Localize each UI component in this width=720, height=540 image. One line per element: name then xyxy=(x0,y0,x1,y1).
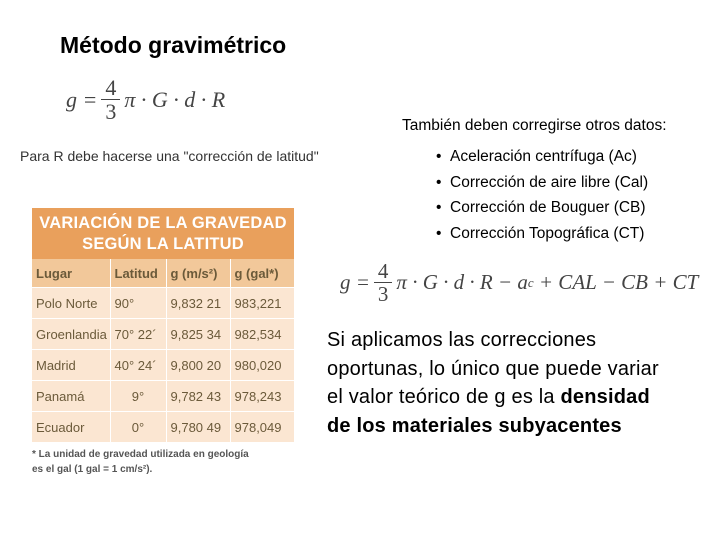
table-row: Groenlandia 70° 22´ 9,825 34 982,534 xyxy=(32,319,294,350)
bullet-icon: • xyxy=(436,199,442,216)
slide-title: Método gravimétrico xyxy=(60,32,287,58)
table-row: Ecuador 0° 9,780 49 978,049 xyxy=(32,412,294,443)
corrections-list xyxy=(436,144,648,246)
latitude-correction-note: Para R debe hacerse una "corrección de latitud" xyxy=(20,148,319,164)
bullet-icon: • xyxy=(436,224,442,242)
formula-fraction xyxy=(374,260,393,305)
bullet-icon: • xyxy=(436,148,442,165)
formula-subscript: c xyxy=(527,274,534,290)
conclusion-plain: Si aplicamos las correcciones oportunas, lo único que puede variar el valor teórico de g es la xyxy=(327,329,659,408)
formula-lhs: g = xyxy=(340,270,370,295)
data-table xyxy=(32,259,295,443)
bullet-icon: • xyxy=(436,173,442,191)
fraction-numerator: 4 xyxy=(374,260,393,283)
conclusion-bold: densidad de los materiales subyacentes xyxy=(327,386,650,437)
list-item: • Corrección de Bouguer (CB) xyxy=(436,195,648,221)
list-item: • Corrección Topográfica (CT) xyxy=(436,221,648,247)
conclusion-text xyxy=(327,326,677,440)
fraction-numerator: 4 xyxy=(101,76,120,100)
col-header-g-gal: g (gal*) xyxy=(230,259,294,288)
col-header-g-ms2: g (m/s²) xyxy=(166,259,230,288)
gravity-formula xyxy=(66,76,225,123)
table-row: Polo Norte 90° 9,832 21 983,221 xyxy=(32,288,294,319)
formula-tail: + CAL − CB + CT xyxy=(533,270,699,295)
other-corrections-heading: También deben corregirse otros datos: xyxy=(402,117,667,134)
col-header-latitude: Latitud xyxy=(110,259,166,288)
corrected-gravity-formula xyxy=(340,260,698,305)
fraction-denominator: 3 xyxy=(377,282,389,307)
fraction-denominator: 3 xyxy=(105,99,117,125)
table-row: Panamá 9° 9,782 43 978,243 xyxy=(32,381,294,412)
gravity-latitude-table xyxy=(32,208,294,477)
formula-lhs: g = xyxy=(66,86,98,112)
table-header-row xyxy=(32,259,294,288)
col-header-place: Lugar xyxy=(32,259,110,288)
list-item: • Aceleración centrífuga (Ac) xyxy=(436,144,648,170)
formula-fraction xyxy=(101,76,120,123)
formula-rhs: π · G · d · R − a xyxy=(396,270,528,295)
table-row: Madrid 40° 24´ 9,800 20 980,020 xyxy=(32,350,294,381)
table-title: VARIACIÓN DE LA GRAVEDAD SEGÚN LA LATITUD xyxy=(32,208,294,259)
formula-rhs: π · G · d · R xyxy=(124,86,226,112)
list-item: • Corrección de aire libre (Cal) xyxy=(436,170,648,196)
table-footnote: * La unidad de gravedad utilizada en geología es el gal (1 gal = 1 cm/s²). xyxy=(32,449,249,475)
